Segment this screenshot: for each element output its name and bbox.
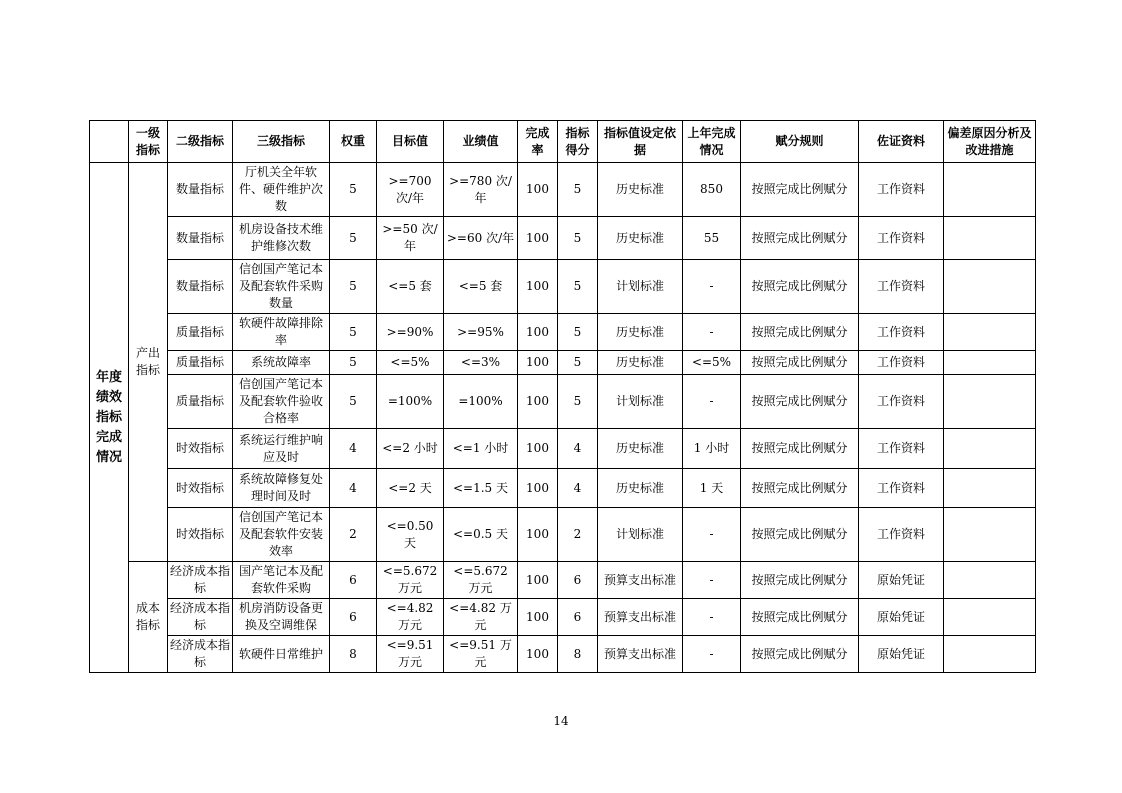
rate-cell: 100 [518,351,558,375]
actual-cell: >=95% [444,314,518,351]
level1-cell: 产出指标 [129,163,168,562]
rate-cell: 100 [518,314,558,351]
table-row [90,599,1036,636]
rate-cell: 100 [518,217,558,260]
score-cell: 6 [558,599,598,636]
deviation-cell [944,469,1036,508]
rule-cell: 按照完成比例赋分 [741,636,859,673]
score-cell: 5 [558,351,598,375]
table-row [90,636,1036,673]
actual-cell: <=3% [444,351,518,375]
header-level3: 三级指标 [233,121,330,163]
target-cell: <=5 套 [377,260,444,314]
page-number: 14 [553,714,569,728]
last-year-cell: - [683,260,741,314]
actual-cell: >=60 次/年 [444,217,518,260]
actual-cell: =100% [444,375,518,429]
actual-cell: <=1.5 天 [444,469,518,508]
rule-cell: 按照完成比例赋分 [741,429,859,469]
level3-cell: 软硬件日常维护 [233,636,330,673]
level3-cell: 软硬件故障排除率 [233,314,330,351]
deviation-cell [944,599,1036,636]
rule-cell: 按照完成比例赋分 [741,562,859,599]
table-row [90,260,1036,314]
deviation-cell [944,562,1036,599]
level3-cell: 机房设备技术维护维修次数 [233,217,330,260]
level3-cell: 机房消防设备更换及空调维保 [233,599,330,636]
weight-cell: 5 [330,260,377,314]
last-year-cell: - [683,599,741,636]
rule-cell: 按照完成比例赋分 [741,469,859,508]
last-year-cell: 55 [683,217,741,260]
target-cell: >=50 次/年 [377,217,444,260]
table-body [90,163,1036,673]
weight-cell: 4 [330,429,377,469]
header-level2: 二级指标 [168,121,233,163]
basis-cell: 历史标准 [598,429,683,469]
header-rule: 赋分规则 [741,121,859,163]
weight-cell: 8 [330,636,377,673]
rate-cell: 100 [518,429,558,469]
basis-cell: 历史标准 [598,351,683,375]
rule-cell: 按照完成比例赋分 [741,163,859,217]
level3-cell: 国产笔记本及配套软件采购 [233,562,330,599]
level3-cell: 厅机关全年软件、硬件维护次数 [233,163,330,217]
actual-cell: <=5 套 [444,260,518,314]
weight-cell: 5 [330,375,377,429]
basis-cell: 计划标准 [598,508,683,562]
rule-cell: 按照完成比例赋分 [741,599,859,636]
level2-cell: 质量指标 [168,351,233,375]
header-evidence: 佐证资料 [859,121,944,163]
actual-cell: <=9.51 万元 [444,636,518,673]
target-cell: <=4.82 万元 [377,599,444,636]
level2-cell: 时效指标 [168,508,233,562]
last-year-cell: - [683,636,741,673]
table-header [90,121,1036,163]
level3-cell: 信创国产笔记本及配套软件采购数量 [233,260,330,314]
header-target: 目标值 [377,121,444,163]
basis-cell: 历史标准 [598,163,683,217]
rate-cell: 100 [518,562,558,599]
evidence-cell: 原始凭证 [859,599,944,636]
evidence-cell: 工作资料 [859,351,944,375]
table-row [90,508,1036,562]
evidence-cell: 工作资料 [859,469,944,508]
score-cell: 5 [558,314,598,351]
target-cell: <=0.50 天 [377,508,444,562]
actual-cell: <=0.5 天 [444,508,518,562]
weight-cell: 5 [330,314,377,351]
basis-cell: 历史标准 [598,314,683,351]
rate-cell: 100 [518,260,558,314]
weight-cell: 5 [330,351,377,375]
level2-cell: 数量指标 [168,260,233,314]
target-cell: <=2 天 [377,469,444,508]
last-year-cell: - [683,314,741,351]
table-row [90,562,1036,599]
deviation-cell [944,351,1036,375]
rate-cell: 100 [518,599,558,636]
deviation-cell [944,260,1036,314]
score-cell: 4 [558,429,598,469]
score-cell: 5 [558,375,598,429]
rule-cell: 按照完成比例赋分 [741,508,859,562]
header-actual: 业绩值 [444,121,518,163]
last-year-cell: <=5% [683,351,741,375]
weight-cell: 4 [330,469,377,508]
level2-cell: 数量指标 [168,163,233,217]
score-cell: 5 [558,217,598,260]
evidence-cell: 工作资料 [859,429,944,469]
deviation-cell [944,508,1036,562]
weight-cell: 5 [330,217,377,260]
target-cell: <=9.51 万元 [377,636,444,673]
rate-cell: 100 [518,508,558,562]
target-cell: <=5% [377,351,444,375]
last-year-cell: - [683,375,741,429]
evidence-cell: 工作资料 [859,260,944,314]
level2-cell: 数量指标 [168,217,233,260]
level1-cell: 成本指标 [129,562,168,673]
level3-cell: 系统运行维护响应及时 [233,429,330,469]
actual-cell: <=1 小时 [444,429,518,469]
level2-cell: 时效指标 [168,429,233,469]
level2-cell: 时效指标 [168,469,233,508]
header-row [90,121,1036,163]
level2-cell: 经济成本指标 [168,562,233,599]
weight-cell: 6 [330,562,377,599]
table-row [90,375,1036,429]
rate-cell: 100 [518,636,558,673]
target-cell: >=700 次/年 [377,163,444,217]
level2-cell: 经济成本指标 [168,636,233,673]
score-cell: 2 [558,508,598,562]
deviation-cell [944,314,1036,351]
deviation-cell [944,163,1036,217]
rule-cell: 按照完成比例赋分 [741,351,859,375]
target-cell: >=90% [377,314,444,351]
actual-cell: <=4.82 万元 [444,599,518,636]
weight-cell: 6 [330,599,377,636]
evidence-cell: 工作资料 [859,163,944,217]
basis-cell: 预算支出标准 [598,562,683,599]
basis-cell: 预算支出标准 [598,636,683,673]
rule-cell: 按照完成比例赋分 [741,217,859,260]
header-level1: 一级指标 [129,121,168,163]
rate-cell: 100 [518,375,558,429]
rate-cell: 100 [518,163,558,217]
score-cell: 5 [558,260,598,314]
basis-cell: 计划标准 [598,375,683,429]
table-row [90,314,1036,351]
table-row [90,469,1036,508]
performance-table [89,120,1036,673]
rule-cell: 按照完成比例赋分 [741,375,859,429]
evidence-cell: 工作资料 [859,314,944,351]
header-rate: 完成率 [518,121,558,163]
basis-cell: 历史标准 [598,469,683,508]
last-year-cell: - [683,508,741,562]
actual-cell: <=5.672 万元 [444,562,518,599]
evidence-cell: 原始凭证 [859,562,944,599]
header-score: 指标得分 [558,121,598,163]
deviation-cell [944,636,1036,673]
target-cell: <=5.672 万元 [377,562,444,599]
weight-cell: 5 [330,163,377,217]
section-label: 年度绩效指标完成情况 [90,163,129,673]
table-row [90,163,1036,217]
score-cell: 4 [558,469,598,508]
deviation-cell [944,429,1036,469]
target-cell: <=2 小时 [377,429,444,469]
score-cell: 8 [558,636,598,673]
last-year-cell: - [683,562,741,599]
level2-cell: 质量指标 [168,314,233,351]
last-year-cell: 1 天 [683,469,741,508]
rule-cell: 按照完成比例赋分 [741,314,859,351]
evidence-cell: 工作资料 [859,217,944,260]
deviation-cell [944,375,1036,429]
last-year-cell: 1 小时 [683,429,741,469]
last-year-cell: 850 [683,163,741,217]
basis-cell: 计划标准 [598,260,683,314]
table-row [90,429,1036,469]
basis-cell: 历史标准 [598,217,683,260]
table-row [90,217,1036,260]
rate-cell: 100 [518,469,558,508]
level3-cell: 信创国产笔记本及配套软件验收合格率 [233,375,330,429]
score-cell: 6 [558,562,598,599]
level2-cell: 经济成本指标 [168,599,233,636]
table-row [90,351,1036,375]
level3-cell: 系统故障修复处理时间及时 [233,469,330,508]
header-basis: 指标值设定依据 [598,121,683,163]
level2-cell: 质量指标 [168,375,233,429]
score-cell: 5 [558,163,598,217]
deviation-cell [944,217,1036,260]
evidence-cell: 原始凭证 [859,636,944,673]
level3-cell: 信创国产笔记本及配套软件安装效率 [233,508,330,562]
level3-cell: 系统故障率 [233,351,330,375]
evidence-cell: 工作资料 [859,375,944,429]
actual-cell: >=780 次/年 [444,163,518,217]
target-cell: =100% [377,375,444,429]
header-corner [90,121,129,163]
header-last-year: 上年完成情况 [683,121,741,163]
header-weight: 权重 [330,121,377,163]
evidence-cell: 工作资料 [859,508,944,562]
header-deviation: 偏差原因分析及改进措施 [944,121,1036,163]
basis-cell: 预算支出标准 [598,599,683,636]
rule-cell: 按照完成比例赋分 [741,260,859,314]
weight-cell: 2 [330,508,377,562]
